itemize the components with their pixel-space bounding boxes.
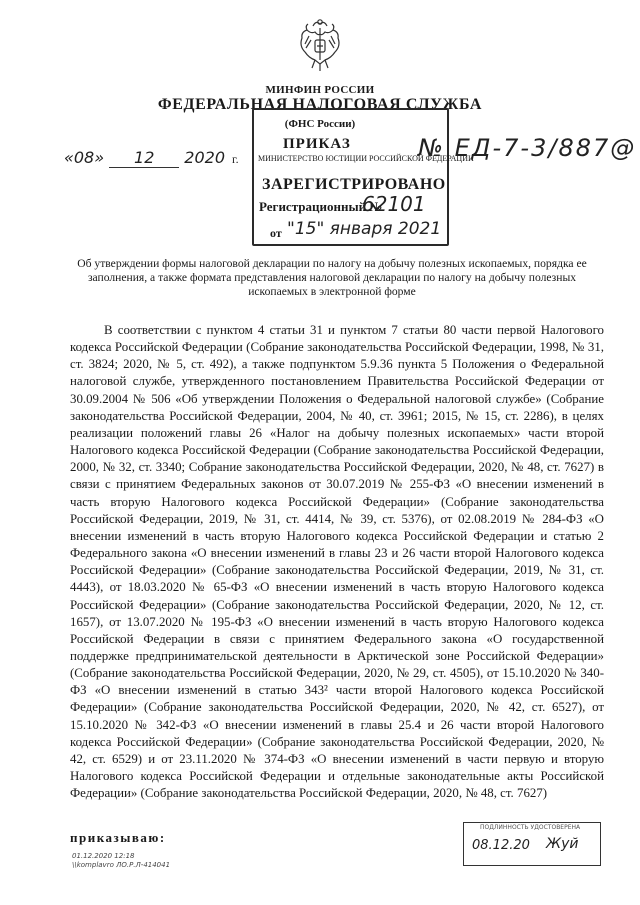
order-date-day: «08»	[64, 148, 105, 167]
order-date-year: 2020	[184, 148, 226, 167]
body-paragraph: В соответствии с пунктом 4 статьи 31 и пунктом 7 статьи 80 части первой Налогового кодекса Российской Федерации (Собрание законодательства Российской Федерации, 1998, № 31, ст. 3824; 2020, № 5, ст. 492), а также подпунктом 5.9.36 пункта 5 Положения о Федеральной налоговой службе, утвержденного постановлением Правительства Российской Федерации от 30.09.2004 № 506 «Об утверждении Положения о Федеральной налоговой службе» (Собрание законодательства Российской Федерации, 2004, № 40, ст. 3961; 2015, № 15, ст. 2286), в целях реализации положений главы 26 «Налог на добычу полезных ископаемых» части второй Налогового кодекса Российской Федерации (Собрание законодательства Российской Федерации, 2000, № 32, ст. 3340; Собрание законодательства Российской Федерации, 2020, № 48, ст. 7627) в связи с принятием Федеральных законов от 30.07.2019 № 255-ФЗ «О внесении изменений в часть вторую Налогового кодекса Российской Федерации» (Собрание законодательства Российской Федерации, 2019, № 31, ст. 4414, № 39, ст. 5376), от 02.08.2019 № 284-ФЗ «О внесении изменений в часть вторую Налогового кодекса Российской Федерации и статью 2 Федерального закона «О внесении изменений в главы 23 и 26 части второй Налогового кодекса Российской Федерации» (Собрание законодательства Российской Федерации, 2019, № 31, ст. 4443), от 18.03.2020 № 65-ФЗ «О внесении изменений в часть вторую Налогового кодекса Российской Федерации» (Собрание законодательства Российской Федерации, 2020, № 12, ст. 1657), от 13.07.2020 № 195-ФЗ «О внесении изменений в часть вторую Налогового кодекса Российской Федерации в связи с принятием Федерального закона «О государственной поддержке предпринимательской деятельности в Арктической зоне Российской Федерации» (Собрание законодательства Российской Федерации, 2020, № 29, ст. 4505), от 15.10.2020 № 340-ФЗ «О внесении изменений в статью 343² части второй Налогового кодекса Российской Федерации» (Собрание законодательства Российской Федерации, 2020, № 42, ст. 6527), от 15.10.2020 № 342-ФЗ «О внесении изменений в главы 25.4 и 26 части второй Налогового кодекса Российской Федерации» (Собрание законодательства Российской Федерации, 2020, № 42, ст. 6529) и от 23.11.2020 № 374-ФЗ «О внесении изменений в части первую и вторую Налогового кодекса Российской Федерации и отдельные законодательные акты Российской Федерации» (Собрание законодательства Российской Федерации, 2020, № 48, ст. 7627)	[70, 323, 604, 801]
coat-of-arms-emblem	[295, 16, 345, 74]
copy-stamp-date: 08.12.20	[472, 838, 530, 853]
document-title: Об утверждении формы налоговой декларации по налогу на добычу полезных ископаемых, порядка ее заполнения, а также формата представления налоговой декларации по налогу на добычу полезных ископаемых в электронной форме	[77, 257, 587, 298]
footer-file-path: \\komplavro ЛО.Р.Л-414041	[72, 861, 171, 869]
stamp-ministry-name: МИНИСТЕРСТВО ЮСТИЦИИ РОССИЙСКОЙ ФЕДЕРАЦИИ	[258, 154, 474, 163]
order-date	[64, 148, 225, 168]
copy-stamp-header: ПОДЛИННОСТЬ УДОСТОВЕРЕНА	[480, 824, 581, 831]
stamp-order-word: ПРИКАЗ	[283, 136, 351, 152]
service-abbr: (ФНС России)	[284, 118, 356, 130]
stamp-reg-label: Регистрационный №	[259, 199, 383, 214]
service-heading: ФЕДЕРАЛЬНАЯ НАЛОГОВАЯ СЛУЖБА	[157, 96, 483, 113]
order-number: № ЕД-7-3/887@	[418, 134, 637, 162]
order-date-suffix: г.	[232, 152, 239, 166]
stamp-reg-date: "15" января 2021	[287, 219, 442, 239]
stamp-reg-number: 62101	[362, 192, 426, 216]
copy-stamp-signature: Жуй	[546, 836, 579, 852]
order-date-month: 12	[109, 148, 179, 168]
order-directive: приказываю:	[70, 830, 166, 845]
stamp-date-label: от	[270, 226, 282, 240]
stamp-registered: ЗАРЕГИСТРИРОВАНО	[262, 176, 446, 193]
ministry-heading: МИНФИН РОССИИ	[265, 84, 375, 96]
footer-timestamp: 01.12.2020 12:18	[72, 852, 135, 860]
